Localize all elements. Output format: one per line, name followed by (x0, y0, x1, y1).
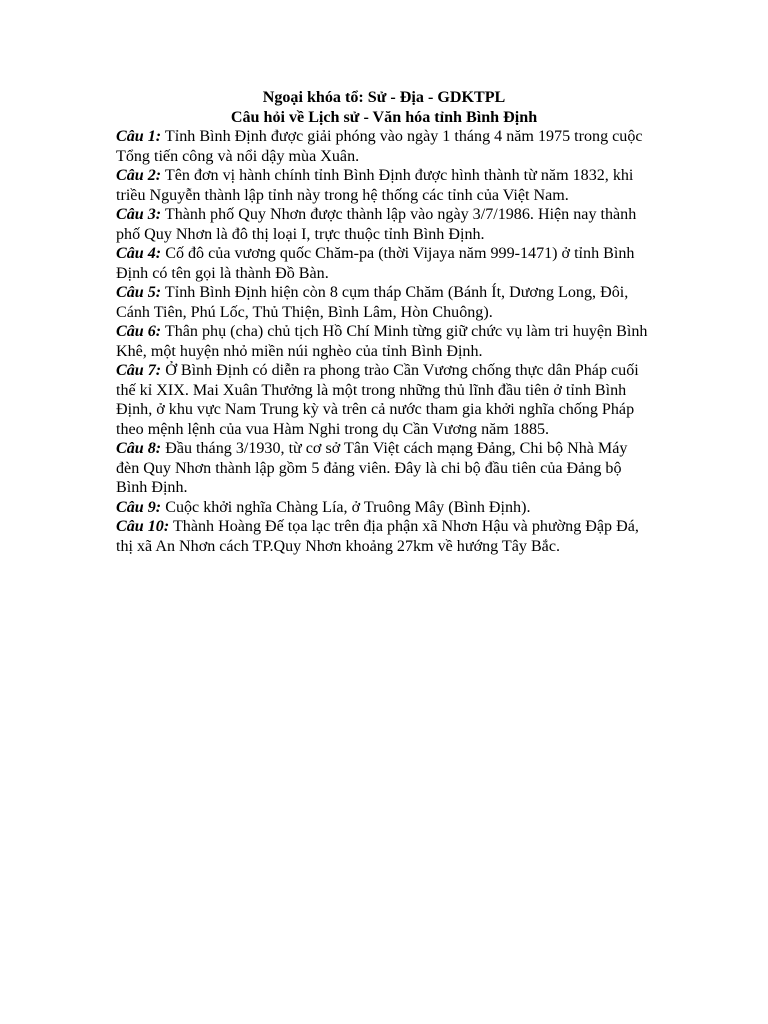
document-title: Ngoại khóa tổ: Sử - Địa - GDKTPL (262, 89, 506, 106)
question-text: Cuộc khởi nghĩa Chàng Lía, ở Truông Mây (Bình Định). (165, 498, 531, 516)
question-5 (116, 283, 652, 322)
question-text: Tên đơn vị hành chính tỉnh Bình Định được hình thành từ năm 1832, khi triều Nguyễn thành lập tỉnh này trong hệ thống các tỉnh của Việt Nam. (116, 167, 634, 204)
question-text: Tỉnh Bình Định được giải phóng vào ngày 1 tháng 4 năm 1975 trong cuộc Tổng tiến công và nổi dậy mùa Xuân. (116, 128, 643, 165)
question-label: Câu 8: (116, 440, 162, 457)
question-label: Câu 5: (116, 284, 162, 301)
question-text: Đầu tháng 3/1930, từ cơ sở Tân Việt cách mạng Đảng, Chi bộ Nhà Máy đèn Quy Nhơn thành lập gồm 5 đảng viên. Đây là chi bộ đầu tiên của Đảng bộ Bình Định. (116, 440, 628, 496)
question-8 (116, 439, 652, 498)
question-label: Câu 10: (116, 518, 170, 535)
question-text: Thành phố Quy Nhơn được thành lập vào ngày 3/7/1986. Hiện nay thành phố Quy Nhơn là đô thị loại I, trực thuộc tỉnh Bình Định. (116, 206, 637, 243)
question-text: Thân phụ (cha) chủ tịch Hồ Chí Minh từng giữ chức vụ làm tri huyện Bình Khê, một huyện nhỏ miền núi nghèo của tỉnh Bình Định. (116, 323, 648, 360)
question-9 (116, 498, 652, 518)
question-7 (116, 361, 652, 439)
question-4 (116, 244, 652, 283)
question-text: Tỉnh Bình Định hiện còn 8 cụm tháp Chăm (Bánh Ít, Dương Long, Đôi, Cánh Tiên, Phú Lốc, Thủ Thiện, Bình Lâm, Hòn Chuông). (116, 284, 629, 321)
document-subtitle: Câu hỏi về Lịch sử - Văn hóa tỉnh Bình Định (230, 108, 538, 126)
question-label: Câu 6: (116, 323, 162, 340)
question-label: Câu 4: (116, 245, 162, 262)
question-label: Câu 2: (116, 167, 162, 184)
question-label: Câu 9: (116, 498, 162, 516)
question-10 (116, 517, 652, 556)
question-3 (116, 205, 652, 244)
question-6 (116, 322, 652, 361)
question-label: Câu 7: (116, 362, 162, 379)
document-body (116, 88, 652, 556)
question-2 (116, 166, 652, 205)
question-label: Câu 3: (116, 206, 162, 223)
question-text: Ở Bình Định có diễn ra phong trào Cần Vương chống thực dân Pháp cuối thế kỉ XIX. Mai Xuân Thưởng là một trong những thủ lĩnh đầu tiên ở tỉnh Bình Định, ở khu vực Nam Trung kỳ và trên cả nước tham gia khởi nghĩa chống Pháp theo mệnh lệnh của vua Hàm Nghi trong dụ Cần Vương năm 1885. (116, 362, 639, 438)
question-label: Câu 1: (116, 128, 162, 145)
question-1 (116, 127, 652, 166)
question-text: Cố đô của vương quốc Chăm-pa (thời Vijaya năm 999-1471) ở tỉnh Bình Định có tên gọi là thành Đồ Bàn. (116, 245, 635, 282)
question-text: Thành Hoàng Đế tọa lạc trên địa phận xã Nhơn Hậu và phường Đập Đá, thị xã An Nhơn cách TP.Quy Nhơn khoảng 27km về hướng Tây Bắc. (116, 518, 639, 555)
